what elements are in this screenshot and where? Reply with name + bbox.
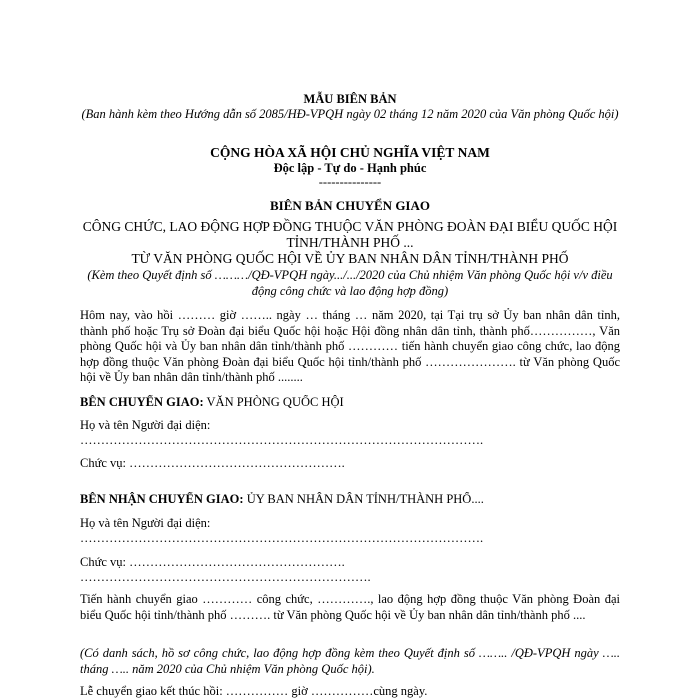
attached-note: (Kèm theo Quyết định số ………/QĐ-VPQH ngày.../.../2020 của Chủ nhiệm Văn phòng Quốc hội v/v điều động công chức và lao động hợp đồng): [87, 268, 613, 298]
transfer-paragraph: Tiến hành chuyển giao ………… công chức, …………., lao động hợp đồng thuộc Văn phòng Đoàn đại biểu Quốc hội tỉnh/thành phố ………. từ Văn phòng Quốc hội về Ủy ban nhân dân tỉnh/thành phố ....: [80, 592, 620, 622]
party-b-label: BÊN NHẬN CHUYỂN GIAO:: [80, 492, 244, 506]
party-b-rep-dots: …………………………………………………………………………………….: [80, 531, 484, 545]
form-title: MẪU BIÊN BẢN: [303, 92, 397, 106]
party-b-position-dots: …………………………………………………………….: [80, 570, 371, 584]
party-b-heading: [80, 492, 620, 508]
party-a-label: BÊN CHUYỂN GIAO:: [80, 395, 204, 409]
party-b-name: ỦY BAN NHÂN DÂN TỈNH/THÀNH PHỐ....: [243, 492, 484, 506]
doc-subtitle-2: TỪ VĂN PHÒNG QUỐC HỘI VỀ ỦY BAN NHÂN DÂN TỈNH/THÀNH PHỐ: [131, 251, 569, 266]
issued-note: (Ban hành kèm theo Hướng dẫn số 2085/HĐ-VPQH ngày 02 tháng 12 năm 2020 của Văn phòng Quốc hội): [81, 107, 619, 121]
intro-paragraph: Hôm nay, vào hồi ……… giờ …….. ngày … tháng … năm 2020, tại Tại trụ sở Ủy ban nhân dân tỉnh, thành phố hoặc Trụ sở Đoàn đại biểu Quốc hội hoặc Hội đồng nhân dân tỉnh, thành phố……………, Văn phòng Quốc hội và Ủy ban nhân dân tỉnh/thành phố ………… tiến hành chuyển giao công chức, lao động hợp đồng thuộc Văn phòng Đoàn đại biểu Quốc hội tỉnh/thành phố …………………. từ Văn phòng Quốc hội về Ủy ban nhân dân tỉnh/thành phố ........: [80, 308, 620, 384]
closing-line: Lễ chuyển giao kết thúc hồi: …………… giờ ……………cùng ngày.: [80, 684, 428, 698]
party-a-position: Chức vụ: …………………………………………….: [80, 456, 345, 470]
party-a-rep-dots: …………………………………………………………………………………….: [80, 433, 484, 447]
party-a-rep-label: Họ và tên Người đại diện:: [80, 418, 211, 432]
nation-title: CỘNG HÒA XÃ HỘI CHỦ NGHĨA VIỆT NAM: [210, 145, 490, 160]
party-b-position: Chức vụ: …………………………………………….: [80, 555, 345, 569]
party-a-heading: [80, 395, 620, 411]
doc-title: BIÊN BẢN CHUYỂN GIAO: [270, 198, 430, 213]
list-note: (Có danh sách, hồ sơ công chức, lao động hợp đồng kèm theo Quyết định số …….. /QĐ-VPQH ngày ….. tháng ….. năm 2020 của Chủ nhiệm Văn phòng Quốc hội).: [80, 646, 620, 676]
separator: ---------------: [318, 175, 382, 189]
party-b-rep-label: Họ và tên Người đại diện:: [80, 516, 211, 530]
party-a-name: VĂN PHÒNG QUỐC HỘI: [203, 395, 344, 409]
motto: Độc lập - Tự do - Hạnh phúc: [273, 161, 427, 175]
doc-subtitle-1: CÔNG CHỨC, LAO ĐỘNG HỢP ĐỒNG THUỘC VĂN PHÒNG ĐOÀN ĐẠI BIỂU QUỐC HỘI TỈNH/THÀNH PHỐ ...: [82, 219, 618, 250]
